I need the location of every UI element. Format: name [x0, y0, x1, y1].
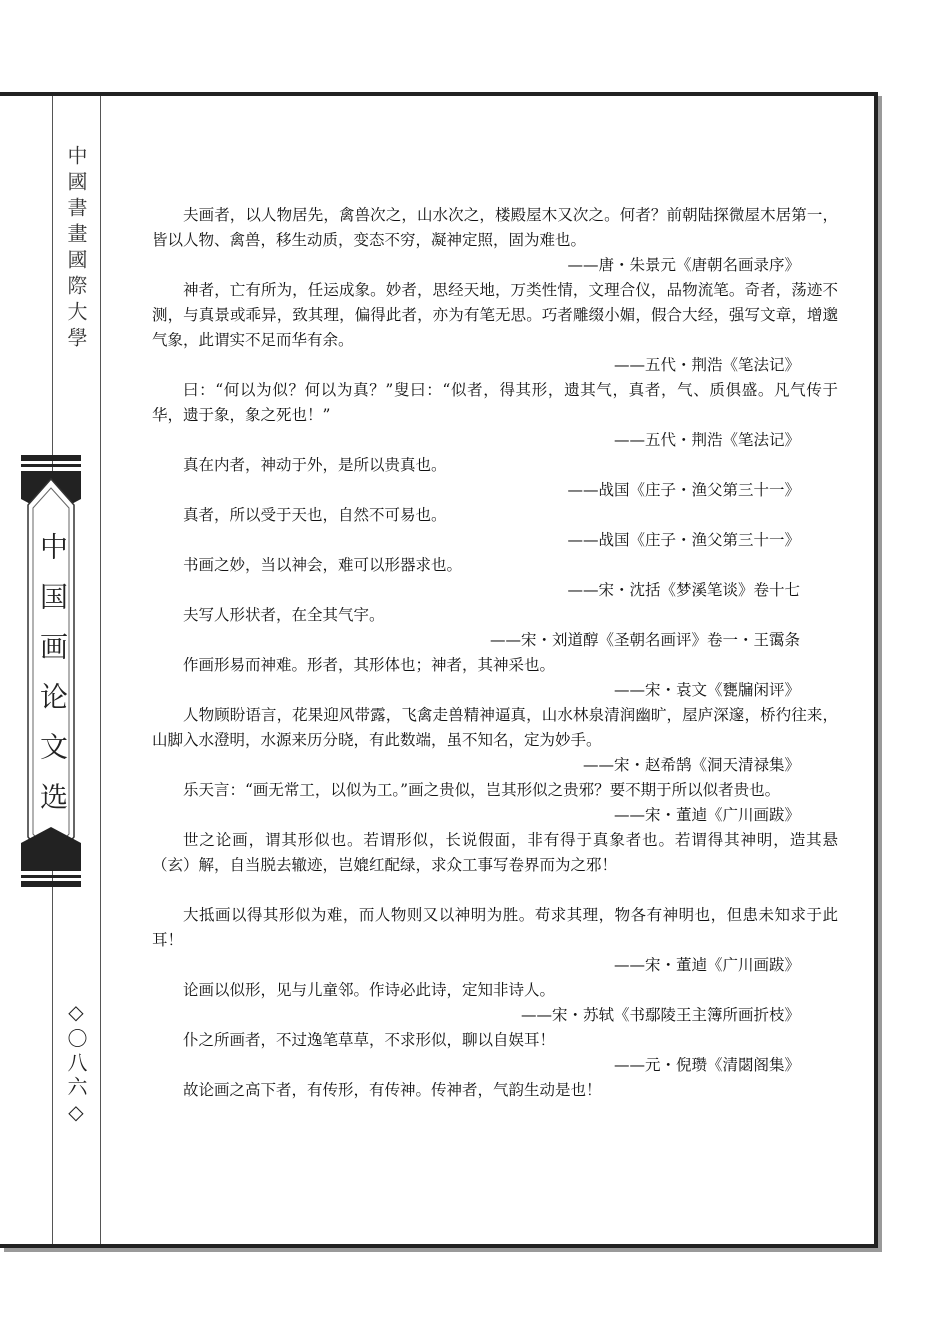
sidebar-rule-right	[100, 96, 101, 1244]
entry-source: ——宋・沈括《梦溪笔谈》卷十七	[567, 581, 800, 599]
entry-source: ——宋・袁文《甕牖闲评》	[613, 681, 800, 699]
entry-text: 真者，所以受于天也，自然不可易也。	[183, 506, 447, 524]
entry-text: 世之论画，谓其形似也。若谓形似，长说假面，非有得于真象者也。若谓得其神明，造其悬（玄）解，自当脱去辙迹，岂媲红配绿，求众工事写卷界而为之邪！	[152, 831, 838, 874]
entry-source: ——宋・赵希鹄《洞天清禄集》	[582, 756, 800, 774]
entry-source: ——五代・荆浩《笔法记》	[613, 356, 800, 374]
main-text	[152, 203, 838, 1103]
entry-text: 乐天言：“画无常工，以似为工。”画之贵似，岂其形似之贵邪？要不期于所以似者贵也。	[183, 781, 781, 799]
publisher-vertical-title: 中國書畫國際大學	[64, 145, 88, 353]
entry-source: ——元・倪瓒《清閟阁集》	[613, 1056, 800, 1074]
entry-text: 曰：“何以为似？何以为真？”叟曰：“似者，得其形，遗其气，真者，气、质俱盛。凡气传于华，遗于象，象之死也！”	[152, 381, 838, 424]
entry-text: 神者，亡有所为，任运成象。妙者，思经天地，万类性情，文理合仪，品物流笔。奇者，荡迹不测，与真景或乖异，致其理，偏得此者，亦为有笔无思。巧者雕缀小媚，假合大经，强写文章，增邈气象，此谓实不足而华有余。	[152, 281, 838, 349]
entry-text: 作画形易而神难。形者，其形体也；神者，其神采也。	[183, 656, 556, 674]
entry-source: ——五代・荆浩《笔法记》	[613, 431, 800, 449]
entry-source: ——唐・朱景元《唐朝名画录序》	[567, 256, 800, 274]
page-number: ◇〇八六◇	[64, 1000, 88, 1128]
paragraph-gap	[152, 878, 838, 903]
entry-text: 书画之妙，当以神会，难可以形器求也。	[183, 556, 463, 574]
entry-text: 故论画之高下者，有传形，有传神。传神者，气韵生动是也！	[183, 1081, 602, 1099]
entry-text: 人物顾盼语言，花果迎风带露，飞禽走兽精神逼真，山水林泉清润幽旷，屋庐深邃，桥彴往来，山脚入水澄明，水源来历分晓，有此数端，虽不知名，定为妙手。	[152, 706, 838, 749]
book-title: 中国画论文选	[36, 532, 69, 832]
entry-text: 仆之所画者，不过逸笔草草，不求形似，聊以自娱耳！	[183, 1031, 556, 1049]
entry-source: ——宋・苏轼《书鄢陵王主簿所画折枝》	[520, 1006, 800, 1024]
entry-source: ——战国《庄子・渔父第三十一》	[567, 481, 800, 499]
entry-text: 大抵画以得其形似为难，而人物则又以神明为胜。苟求其理，物各有神明也，但患未知求于此耳！	[152, 906, 838, 949]
entry-source: ——战国《庄子・渔父第三十一》	[567, 531, 800, 549]
entry-source: ——宋・董逌《广川画跋》	[613, 956, 800, 974]
entry-text: 夫写人形状者，在全其气宇。	[183, 606, 385, 624]
entry-source: ——宋・刘道醇《圣朝名画评》卷一・王霭条	[489, 631, 800, 649]
entry-text: 真在内者，神动于外，是所以贵真也。	[183, 456, 447, 474]
entry-text: 夫画者，以人物居先，禽兽次之，山水次之，楼殿屋木又次之。何者？前朝陆探微屋木居第一，皆以人物、禽兽，移生动质，变态不穷，凝神定照，固为难也。	[152, 206, 838, 249]
entry-source: ——宋・董逌《广川画跋》	[613, 806, 800, 824]
entry-text: 论画以似形，见与儿童邻。作诗必此诗，定知非诗人。	[183, 981, 556, 999]
